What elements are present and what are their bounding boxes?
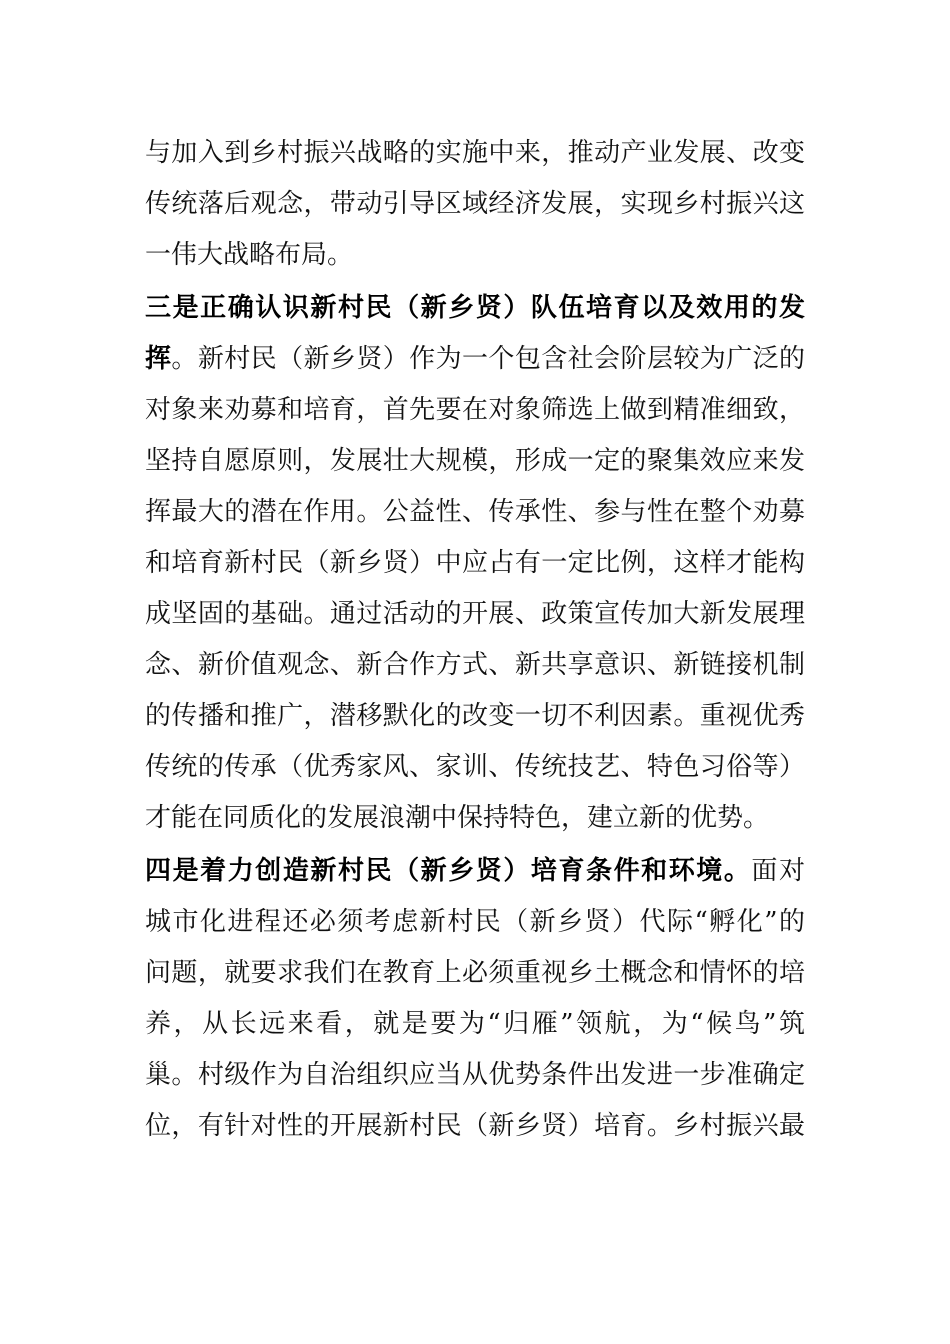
text-line: 坚持自愿原则，发展壮大规模，形成一定的聚集效应来发: [145, 446, 805, 476]
text-line-heading: 四是着力创造新村民（新乡贤）培育条件和环境。面对: [145, 856, 805, 886]
paragraph-2: [145, 283, 805, 844]
text-line: 与加入到乡村振兴战略的实施中来，推动产业发展、改变: [145, 138, 805, 168]
document-body: [145, 128, 805, 1152]
paragraph-1: [145, 128, 805, 281]
text-line: 养，从长远来看，就是要为“归雁”领航，为“候鸟”筑: [145, 1009, 805, 1039]
paragraph-3: [145, 846, 805, 1152]
text-line: 念、新价值观念、新合作方式、新共享意识、新链接机制: [145, 650, 805, 680]
text-line: 对象来劝募和培育，首先要在对象筛选上做到精准细致，: [145, 395, 805, 425]
text-line: 问题，就要求我们在教育上必须重视乡土概念和情怀的培: [145, 958, 805, 988]
text-line: 的传播和推广，潜移默化的改变一切不利因素。重视优秀: [145, 701, 805, 731]
text-line: 位，有针对性的开展新村民（新乡贤）培育。乡村振兴最: [145, 1111, 805, 1141]
text-line: 挥最大的潜在作用。公益性、传承性、参与性在整个劝募: [145, 497, 805, 527]
text-line: 巢。村级作为自治组织应当从优势条件出发进一步准确定: [145, 1060, 805, 1090]
text-line: 成坚固的基础。通过活动的开展、政策宣传加大新发展理: [145, 599, 805, 629]
text-line: 和培育新村民（新乡贤）中应占有一定比例，这样才能构: [145, 548, 805, 578]
text-line: 传统落后观念，带动引导区域经济发展，实现乡村振兴这: [145, 189, 805, 219]
text-line: 城市化进程还必须考虑新村民（新乡贤）代际“孵化”的: [145, 907, 805, 937]
text-line: 才能在同质化的发展浪潮中保持特色，建立新的优势。: [145, 803, 770, 833]
text-line: 传统的传承（优秀家风、家训、传统技艺、特色习俗等）: [145, 752, 805, 782]
text-line-heading: 三是正确认识新村民（新乡贤）队伍培育以及效用的发: [145, 293, 805, 323]
text-line: 一伟大战略布局。: [145, 240, 354, 270]
text-line: 挥。新村民（新乡贤）作为一个包含社会阶层较为广泛的: [145, 344, 805, 374]
